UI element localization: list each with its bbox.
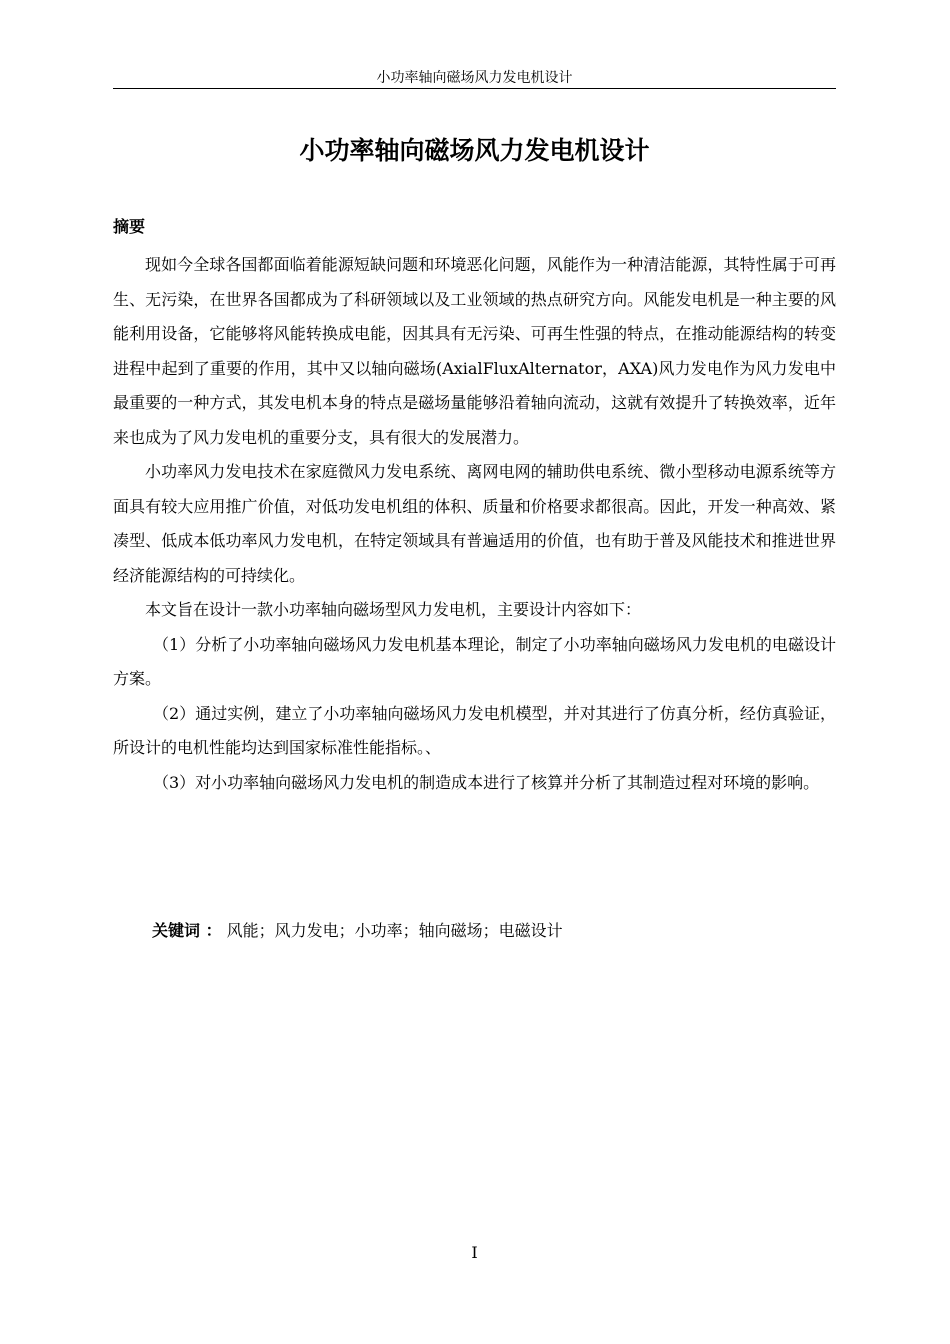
design-item: （2）通过实例，建立了小功率轴向磁场风力发电机模型，并对其进行了仿真分析，经仿真验证，所设计的电机性能均达到国家标准性能指标。、 (113, 703, 836, 757)
keywords-value: 风能；风力发电；小功率；轴向磁场；电磁设计 (226, 921, 563, 940)
document-title: 小功率轴向磁场风力发电机设计 (299, 136, 650, 165)
running-header: 小功率轴向磁场风力发电机设计 (376, 70, 573, 86)
abstract-body (113, 248, 836, 800)
abstract-heading: 摘要 (113, 217, 146, 236)
keywords-label: 关键词 ： (152, 921, 222, 940)
page-number: I (471, 1243, 478, 1262)
abstract-paragraph: 本文旨在设计一款小功率轴向磁场型风力发电机，主要设计内容如下： (145, 600, 642, 619)
abstract-paragraph: 小功率风力发电技术在家庭微风力发电系统、离网电网的辅助供电系统、微小型移动电源系统等方面具有较大应用推广价值，对低功发电机组的体积、质量和价格要求都很高。因此，开发一种高效、紧凑型、低成本低功率风力发电机，在特定领域具有普遍适用的价值，也有助于普及风能技术和推进世界经济能源结构的可持续化。 (113, 462, 836, 585)
abstract-paragraph: 现如今全球各国都面临着能源短缺问题和环境恶化问题，风能作为一种清洁能源，其特性属于可再生、无污染，在世界各国都成为了科研领域以及工业领域的热点研究方向。风能发电机是一种主要的风能利用设备，它能够将风能转换成电能，因其具有无污染、可再生性强的特点，在推动能源结构的转变进程中起到了重要的作用，其中又以轴向磁场(AxialFluxAlternator，AXA)风力发电作为风力发电中最重要的一种方式，其发电机本身的特点是磁场量能够沿着轴向流动，这就有效提升了转换效率，近年来也成为了风力发电机的重要分支，具有很大的发展潜力。 (113, 255, 836, 447)
header-divider (113, 88, 836, 89)
design-item: （3）对小功率轴向磁场风力发电机的制造成本进行了核算并分析了其制造过程对环境的影响。 (153, 772, 820, 792)
keywords-line (152, 916, 563, 946)
design-item: （1）分析了小功率轴向磁场风力发电机基本理论，制定了小功率轴向磁场风力发电机的电磁设计方案。 (113, 634, 836, 688)
